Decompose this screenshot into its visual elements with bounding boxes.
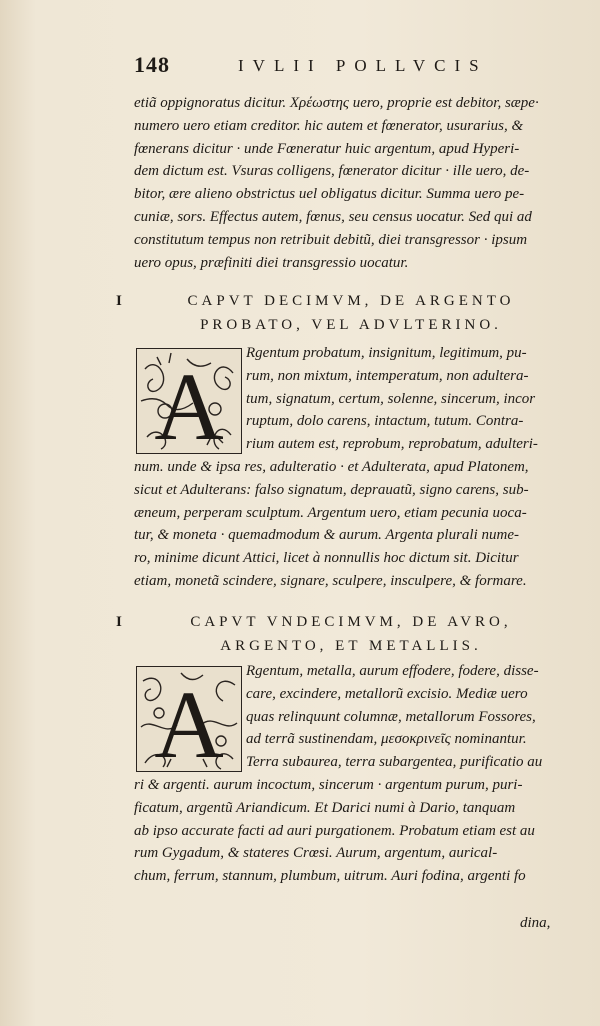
initial-letter: A xyxy=(154,353,224,453)
text-line: etiam, monetã scindere, signare, sculpere, insculpere, & formare. xyxy=(134,572,527,589)
text-line: chum, ferrum, stannum, plumbum, uitrum. Auri fodina, argenti fo xyxy=(134,868,526,885)
initial-letter: A xyxy=(154,671,224,771)
foliage-ornament xyxy=(137,667,241,771)
paragraph-metalla-rest xyxy=(134,774,586,888)
text-line: rum Gygadum, & stateres Crœsi. Aurum, argentum, aurical- xyxy=(134,845,498,862)
chapter-heading-line: PROBATO, VEL ADVLTERINO. xyxy=(200,317,502,333)
text-line: uero opus, præfiniti diei transgressio uocatur. xyxy=(134,254,409,271)
chapter-heading-line: ARGENTO, ET METALLIS. xyxy=(220,638,482,654)
chapter-heading-line: CAPVT VNDECIMVM, DE AVRO, xyxy=(190,614,512,630)
decorated-initial xyxy=(136,666,242,772)
text-line: ri & argenti. aurum incoctum, sincerum · argentum purum, puri- xyxy=(134,777,523,793)
text-line: fœnerans dicitur · unde Fœneratur huic argentum, apud Hyperi- xyxy=(134,140,520,157)
text-line: numero uero etiam creditor. hic autem et fœnerator, usurarius, & xyxy=(134,117,524,134)
text-line: sicut et Adulterans: falso signatum, deprauatũ, signo carens, sub- xyxy=(134,481,529,498)
text-line: constitutum tempus non retribuit debitũ, diei transgressor · ipsum xyxy=(134,231,528,248)
paragraph-debitor xyxy=(134,92,586,274)
paragraph-argentum-intro xyxy=(246,342,588,456)
page-number: 148 xyxy=(134,52,170,77)
chapter-heading-10 xyxy=(116,289,586,337)
text-line: ad terrã sustinendam, μεσοκρινεῖς nominantur. xyxy=(246,731,527,748)
paragraph-metalla-intro xyxy=(246,660,588,774)
text-line: cuniæ, sors. Effectus autem, fœnus, seu census uocatur. Sed qui ad xyxy=(134,208,532,225)
text-line: rum, non mixtum, intemperatum, non adultera- xyxy=(246,367,529,384)
text-line: rium autem est, reprobum, reprobatum, adulteri- xyxy=(246,436,538,453)
paragraph-mark: I xyxy=(116,293,122,309)
text-line: care, excindere, metallorũ excisio. Mediæ uero xyxy=(246,685,528,702)
paragraph-mark: I xyxy=(116,614,122,630)
text-line: num. unde & ipsa res, adulteratio · et Adulterata, apud Platonem, xyxy=(134,459,529,475)
text-line: bitor, ære alieno obstrictus uel obligatus dicitur. Summa uero pe- xyxy=(134,186,525,203)
text-line: Terra subaurea, terra subargentea, purificatio au xyxy=(246,754,543,771)
catchword xyxy=(520,912,600,935)
chapter-heading-11 xyxy=(116,610,586,658)
running-title: IVLII POLLVCIS xyxy=(238,56,488,75)
catchword-text: dina, xyxy=(520,915,551,931)
paragraph-argentum-rest xyxy=(134,456,586,593)
text-line: etiã oppignoratus dicitur. Χρέωστης uero, proprie est debitor, sæpe· xyxy=(134,95,539,111)
text-line: Rgentum, metalla, aurum effodere, fodere, disse- xyxy=(246,663,539,679)
page-header xyxy=(134,52,514,82)
text-line: ruptum, dolo carens, intactum, tutum. Contra- xyxy=(246,413,524,430)
decorated-initial xyxy=(136,348,242,454)
text-line: tur, & moneta · quemadmodum & aurum. Argenta plurali nume- xyxy=(134,527,519,544)
text-line: ficatum, argentũ Ariandicum. Et Darici numi à Dario, tanquam xyxy=(134,799,516,816)
text-line: æneum, perperam sculptum. Argentum uero, etiam pecunia uoca- xyxy=(134,504,527,521)
chapter-heading-line: CAPVT DECIMVM, DE ARGENTO xyxy=(187,293,515,309)
text-line: dem dictum est. Vsuras colligens, fœnerator dicitur · ille uero, de- xyxy=(134,163,530,180)
text-line: Rgentum probatum, insignitum, legitimum, pu- xyxy=(246,345,527,361)
text-line: ab ipso accurate facti ad auri purgationem. Probatum etiam est au xyxy=(134,822,535,839)
text-line: quas relinquunt columnæ, metallorum Fossores, xyxy=(246,708,536,725)
text-line: tum, signatum, certum, solenne, sincerum, incor xyxy=(246,390,536,407)
floral-ornament xyxy=(137,349,241,453)
text-line: ro, minime dicunt Attici, licet à nonnullis hoc dictum sit. Dicitur xyxy=(134,550,519,567)
